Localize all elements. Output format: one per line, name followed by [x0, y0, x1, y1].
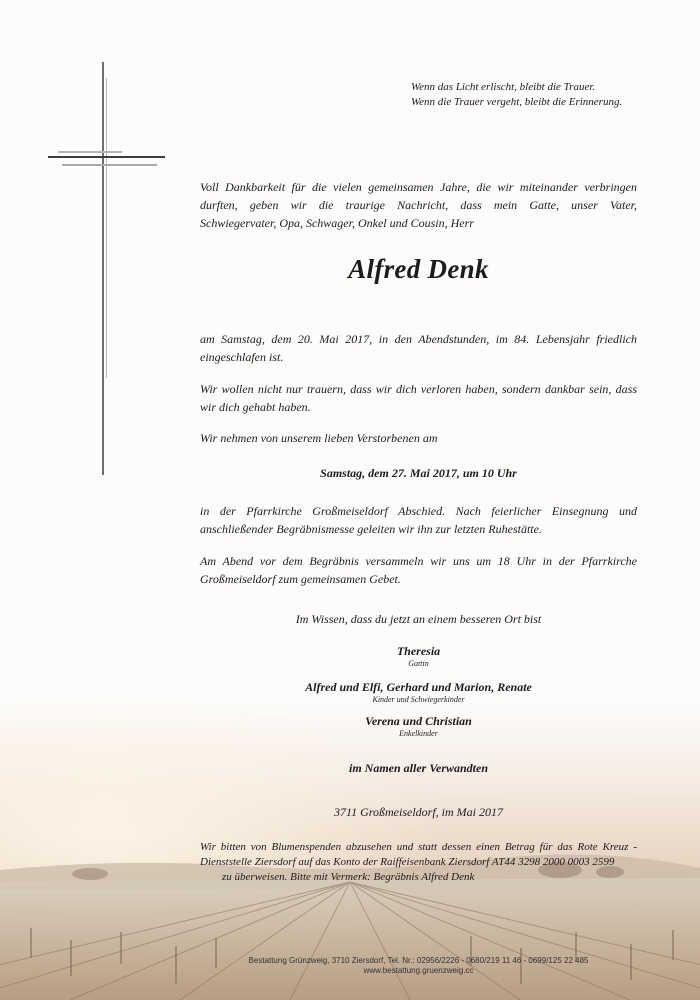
- cross-vertical-shadow: [106, 78, 107, 378]
- motto-line-1: Wenn das Licht erlischt, bleibt die Trauer.: [411, 81, 596, 93]
- intro-paragraph: [200, 178, 637, 232]
- funeral-date: Samstag, dem 27. Mai 2017, um 10 Uhr: [320, 466, 517, 480]
- donation-line-3: zu überweisen. Bitte mit Vermerk: Begräbnis Alfred Denk: [222, 871, 475, 883]
- mourner-name: Theresia: [396, 644, 441, 658]
- place-date: 3711 Großmeiseldorf, im Mai 2017: [334, 805, 503, 819]
- motto: [411, 80, 622, 110]
- mourner-entry: [200, 679, 637, 705]
- intro-line-2: durften, geben wir die traurige Nachricht, dass mein Gatte, unser Vater,: [200, 198, 637, 212]
- motto-line-2: Wenn die Trauer vergeht, bleibt die Erinnerung.: [411, 96, 623, 108]
- farewell-intro: Wir nehmen von unserem lieben Verstorbenen am: [200, 431, 438, 445]
- donation-line-2: Dienststelle Ziersdorf auf das Konto der Raiffeisenbank Ziersdorf AT44 3298 2000 0003 2599: [200, 856, 615, 868]
- church-text: in der Pfarrkirche Großmeiseldorf Abschied. Nach feierlicher Einsegnung und anschließender Begräbnismesse geleiten wir ihn zur letzten Ruhestätte.: [200, 504, 637, 536]
- relatives-line: im Namen aller Verwandten: [348, 761, 488, 775]
- death-notice: am Samstag, dem 20. Mai 2017, in den Abendstunden, im 84. Lebensjahr friedlich eingeschlafen ist.: [200, 332, 637, 364]
- donation-line-1: Wir bitten von Blumenspenden abzusehen und statt dessen einen Betrag für das Rote Kreuz -: [200, 841, 637, 853]
- mourner-name: Alfred und Elfi, Gerhard und Marion, Renate: [305, 680, 532, 694]
- mourner-name: Verena und Christian: [365, 714, 472, 728]
- footer-contact: Bestattung Grünzweig, 3710 Ziersdorf, Tel. Nr.: 02956/2226 - 0680/219 11 46 - 0699/125 22 485: [248, 956, 589, 965]
- evening-prayer-text: Am Abend vor dem Begräbnis versammeln wir uns um 18 Uhr in der Pfarrkirche Großmeiseldorf zum gemeinsamen Gebet.: [200, 554, 637, 586]
- mourner-entry: [200, 643, 637, 669]
- footer-website: www.bestattung.gruenzweig.cc: [363, 966, 474, 975]
- cross-horizontal-bar: [48, 156, 165, 158]
- mourner-role: Kinder und Schwiegerkinder: [372, 695, 465, 704]
- intro-line-1: Voll Dankbarkeit für die vielen gemeinsamen Jahre, die wir miteinander verbringen: [200, 180, 637, 194]
- cross-vertical-bar: [102, 62, 104, 475]
- cross-horizontal-shadow-top: [58, 151, 122, 153]
- donation-request: [200, 840, 637, 885]
- funeral-home-footer: [200, 956, 637, 976]
- closing-line: Im Wissen, dass du jetzt an einem besseren Ort bist: [295, 612, 542, 626]
- mourner-role: Enkelkinder: [399, 729, 438, 738]
- deceased-name: Alfred Denk: [348, 254, 489, 284]
- mourner-entry: [200, 713, 637, 739]
- mourner-role: Gattin: [408, 659, 429, 668]
- thanks-text: Wir wollen nicht nur trauern, dass wir dich verloren haben, sondern dankbar sein, dass wir dich gehabt haben.: [200, 382, 637, 414]
- cross-horizontal-shadow-bottom: [62, 164, 157, 166]
- intro-line-3: Schwiegervater, Opa, Schwager, Onkel und Cousin, Herr: [200, 216, 474, 230]
